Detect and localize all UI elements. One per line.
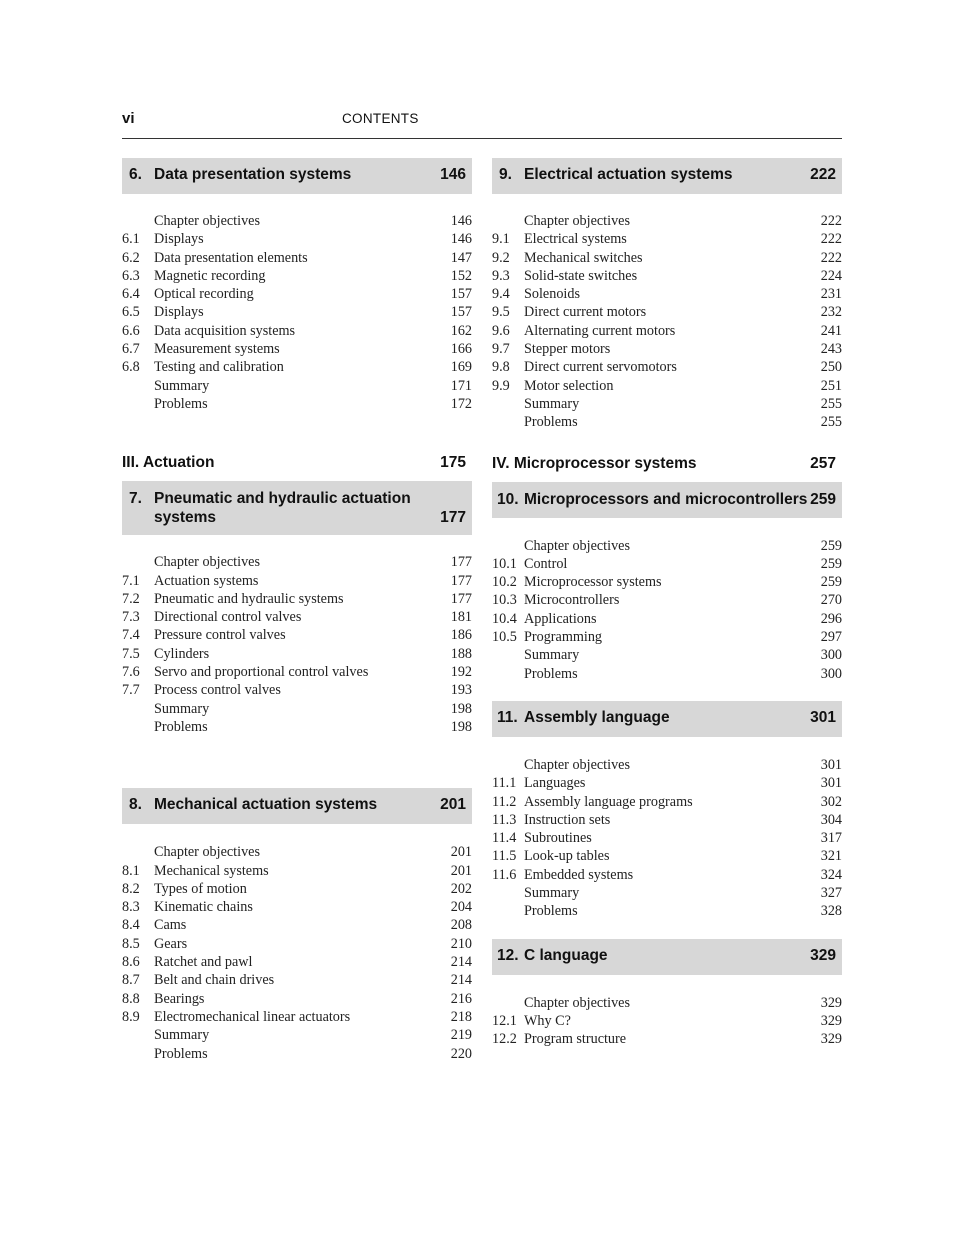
section-title: Displays [154,231,204,248]
section-number: 6.3 [122,267,140,284]
section-page: 317 [820,830,842,847]
section-page: 241 [820,322,842,339]
toc-entry[interactable] [492,322,842,340]
chapter-9-entries [492,212,842,432]
toc-entry[interactable] [492,884,842,902]
section-page: 259 [820,555,842,572]
toc-entry[interactable] [492,267,842,285]
toc-entry[interactable] [492,756,842,774]
section-number: 8.3 [122,899,140,916]
chapter-page: 146 [440,166,466,183]
section-title: Summary [524,395,580,412]
section-title: Chapter objectives [524,994,630,1011]
toc-entry[interactable] [492,610,842,628]
section-page: 177 [450,590,472,607]
section-title: Measurement systems [154,341,280,358]
section-title: Problems [154,1045,208,1062]
toc-entry[interactable] [122,608,472,626]
section-number: 10.3 [492,592,517,609]
toc-entry[interactable] [122,990,472,1008]
section-title: Pressure control valves [154,627,286,644]
toc-entry[interactable] [122,572,472,590]
toc-entry[interactable] [492,591,842,609]
chapter-6-entries [122,212,472,413]
chapter-heading-12[interactable] [492,939,842,975]
section-number: 9.7 [492,341,510,358]
section-title: Problems [524,414,578,431]
section-page: 300 [820,647,842,664]
toc-entry[interactable] [122,898,472,916]
section-number: 7.4 [122,627,140,644]
toc-entry[interactable] [122,1008,472,1026]
chapter-heading-6[interactable] [122,158,472,194]
section-number: 11.5 [492,848,517,865]
toc-entry[interactable] [492,1012,842,1030]
section-number: 8.1 [122,862,140,879]
section-page: 157 [450,286,472,303]
section-title: Assembly language programs [524,793,693,810]
section-page: 231 [820,286,842,303]
chapter-title-line-1: Pneumatic and hydraulic actuation [154,490,411,508]
section-title: Chapter objectives [524,537,630,554]
section-page: 208 [450,917,472,934]
section-page: 301 [820,775,842,792]
section-title: Microprocessor systems [524,574,662,591]
section-page: 210 [450,935,472,952]
section-title: Direct current motors [524,304,647,321]
section-number: 9.6 [492,322,510,339]
section-page: 255 [820,414,842,431]
toc-entry[interactable] [492,902,842,920]
chapter-title: Assembly language [524,708,670,726]
section-number: 9.3 [492,267,510,284]
toc-entry[interactable] [122,340,472,358]
section-page: 214 [450,954,472,971]
section-page: 301 [820,756,842,773]
section-page: 251 [820,377,842,394]
section-page: 327 [820,885,842,902]
section-page: 232 [820,304,842,321]
section-title: Belt and chain drives [154,972,275,989]
chapter-page: 222 [810,166,836,183]
section-page: 188 [450,645,472,662]
section-number: 6.6 [122,322,140,339]
toc-entry[interactable] [492,249,842,267]
toc-entry[interactable] [122,322,472,340]
section-title: Summary [154,700,210,717]
chapter-title: Electrical actuation systems [524,166,733,183]
section-title: Control [524,555,568,572]
section-page: 216 [450,990,472,1007]
section-page: 304 [820,811,842,828]
section-title: Problems [524,903,578,920]
section-page: 192 [450,664,472,681]
section-page: 218 [450,1008,472,1025]
toc-entry[interactable] [122,953,472,971]
chapter-heading-8[interactable] [122,788,472,824]
section-number: 9.1 [492,231,510,248]
chapter-11-entries [492,756,842,921]
chapter-number: 12. [497,946,519,964]
toc-entry[interactable] [492,994,842,1012]
section-page: 222 [820,231,842,248]
section-page: 193 [450,682,472,699]
toc-entry[interactable] [492,413,842,431]
toc-entry[interactable] [492,303,842,321]
toc-entry[interactable] [492,774,842,792]
section-page: 146 [450,231,472,248]
section-page: 259 [820,537,842,554]
toc-entry[interactable] [122,249,472,267]
section-title: Pneumatic and hydraulic systems [154,590,344,607]
section-title: Summary [524,647,580,664]
section-page: 219 [450,1027,472,1044]
toc-entry[interactable] [122,843,472,861]
section-page: 166 [450,341,472,358]
chapter-12-entries [492,994,842,1049]
chapter-number: 9. [499,166,512,183]
section-page: 152 [450,267,472,284]
section-page: 220 [450,1045,472,1062]
chapter-page: 201 [440,796,466,814]
toc-entry[interactable] [492,628,842,646]
section-title: Summary [154,377,210,394]
toc-entry[interactable] [122,700,472,718]
section-number: 6.8 [122,359,140,376]
section-page: 222 [820,249,842,266]
toc-entry[interactable] [492,1030,842,1048]
toc-entry[interactable] [492,665,842,683]
section-page: 255 [820,395,842,412]
section-title: Chapter objectives [524,756,630,773]
toc-entry[interactable] [492,847,842,865]
section-title: Displays [154,304,204,321]
section-page: 177 [450,572,472,589]
toc-entry[interactable] [122,285,472,303]
section-page: 198 [450,718,472,735]
section-number: 9.9 [492,377,510,394]
toc-entry[interactable] [492,573,842,591]
toc-entry[interactable] [492,212,842,230]
toc-entry[interactable] [492,285,842,303]
section-title: Gears [154,935,188,952]
section-number: 9.8 [492,359,510,376]
section-number: 12.1 [492,1012,517,1029]
section-number: 11.2 [492,793,517,810]
toc-entry[interactable] [122,358,472,376]
section-number: 9.4 [492,286,510,303]
toc-entry[interactable] [492,866,842,884]
section-number: 10.4 [492,610,517,627]
section-title: Mechanical switches [524,249,643,266]
section-number: 11.3 [492,811,517,828]
section-page: 172 [450,395,472,412]
toc-entry[interactable] [122,862,472,880]
section-page: 329 [820,1031,842,1048]
section-title: Optical recording [154,286,254,303]
section-number: 11.4 [492,830,517,847]
part-heading-4[interactable] [492,455,842,477]
section-title: Problems [524,665,578,682]
toc-entry[interactable] [122,645,472,663]
toc-entry[interactable] [122,681,472,699]
section-page: 329 [820,1012,842,1029]
section-number: 7.3 [122,609,140,626]
toc-entry[interactable] [492,829,842,847]
toc-entry[interactable] [492,395,842,413]
section-number: 7.1 [122,572,140,589]
section-page: 202 [450,880,472,897]
section-title: Microcontrollers [524,592,620,609]
section-title: Embedded systems [524,866,634,883]
chapter-heading-9[interactable] [492,158,842,194]
part-page: 257 [810,454,836,472]
toc-entry[interactable] [492,230,842,248]
section-page: 270 [820,592,842,609]
section-page: 214 [450,972,472,989]
contents-left-column [122,158,472,1063]
section-number: 11.1 [492,775,517,792]
chapter-title: Microprocessors and microcontrollers [524,490,808,508]
part-heading-3[interactable] [122,454,472,476]
page-number: vi [122,110,135,127]
section-title: Problems [154,395,208,412]
section-title: Instruction sets [524,811,611,828]
section-page: 297 [820,629,842,646]
toc-entry[interactable] [122,590,472,608]
chapter-title: C language [524,946,608,964]
section-page: 181 [450,609,472,626]
section-title: Types of motion [154,880,247,897]
section-number: 10.1 [492,555,517,572]
section-title: Cams [154,917,187,934]
section-page: 169 [450,359,472,376]
chapter-page: 301 [810,708,836,726]
chapter-page: 259 [810,490,836,508]
section-title: Electromechanical linear actuators [154,1008,351,1025]
section-number: 8.9 [122,1008,140,1025]
toc-entry[interactable] [492,358,842,376]
section-title: Why C? [524,1012,571,1029]
toc-entry[interactable] [122,212,472,230]
section-number: 8.6 [122,954,140,971]
running-head: CONTENTS [342,111,419,126]
chapter-number: 10. [497,490,519,508]
section-title: Alternating current motors [524,322,676,339]
toc-entry[interactable] [122,935,472,953]
section-title: Problems [154,718,208,735]
toc-entry[interactable] [122,718,472,736]
part-page: 175 [440,454,466,472]
section-number: 10.2 [492,574,517,591]
section-page: 250 [820,359,842,376]
section-page: 222 [820,213,842,229]
section-title: Languages [524,775,586,792]
section-number: 10.5 [492,629,517,646]
section-page: 328 [820,903,842,920]
section-title: Solenoids [524,286,580,303]
chapter-heading-11[interactable] [492,701,842,737]
toc-entry[interactable] [122,1026,472,1044]
section-number: 6.4 [122,286,140,303]
section-title: Chapter objectives [154,554,260,571]
contents-right-column [492,158,842,1049]
toc-entry[interactable] [122,880,472,898]
section-page: 201 [450,862,472,879]
chapter-page: 329 [810,946,836,964]
toc-entry[interactable] [122,916,472,934]
section-title: Ratchet and pawl [154,954,253,971]
section-title: Mechanical systems [154,862,269,879]
section-title: Electrical systems [524,231,627,248]
toc-entry[interactable] [492,537,842,555]
section-title: Solid-state switches [524,267,638,284]
section-number: 8.5 [122,935,140,952]
section-page: 157 [450,304,472,321]
section-number: 6.2 [122,249,140,266]
toc-entry[interactable] [122,303,472,321]
toc-entry[interactable] [122,267,472,285]
section-page: 296 [820,610,842,627]
toc-entry[interactable] [122,626,472,644]
section-page: 300 [820,665,842,682]
section-title: Chapter objectives [154,213,260,229]
section-title: Programming [524,629,603,646]
chapter-8-entries [122,843,472,1063]
section-number: 7.6 [122,664,140,681]
section-page: 162 [450,322,472,339]
section-number: 11.6 [492,866,517,883]
section-number: 9.2 [492,249,510,266]
toc-entry[interactable] [492,811,842,829]
toc-entry[interactable] [492,340,842,358]
chapter-title: Data presentation systems [154,166,352,183]
section-page: 243 [820,341,842,358]
section-page: 259 [820,574,842,591]
part-title: IV. Microprocessor systems [492,454,697,472]
toc-entry[interactable] [492,646,842,664]
section-number: 6.7 [122,341,140,358]
toc-entry[interactable] [122,377,472,395]
toc-entry[interactable] [122,553,472,571]
section-number: 7.2 [122,590,140,607]
section-title: Direct current servomotors [524,359,677,376]
section-page: 146 [450,213,472,229]
chapter-7-entries [122,553,472,736]
section-title: Chapter objectives [154,844,260,861]
toc-entry[interactable] [122,663,472,681]
section-title: Bearings [154,990,205,1007]
chapter-page: 177 [440,509,466,527]
section-page: 321 [820,848,842,865]
chapter-10-entries [492,537,842,683]
section-title: Magnetic recording [154,267,266,284]
chapter-title-line-2: systems [154,509,217,527]
section-page: 177 [450,554,472,571]
section-page: 201 [450,844,472,861]
section-title: Applications [524,610,597,627]
section-title: Subroutines [524,830,592,847]
chapter-heading-10[interactable] [492,482,842,518]
section-title: Data acquisition systems [154,322,296,339]
section-number: 8.2 [122,880,140,897]
section-page: 324 [820,866,842,883]
section-title: Stepper motors [524,341,611,358]
section-title: Cylinders [154,645,210,662]
section-number: 6.1 [122,231,140,248]
section-title: Data presentation elements [154,249,308,266]
section-page: 147 [450,249,472,266]
section-page: 171 [450,377,472,394]
section-title: Summary [154,1027,210,1044]
chapter-heading-7[interactable] [122,481,472,535]
section-page: 186 [450,627,472,644]
toc-entry[interactable] [122,230,472,248]
section-title: Testing and calibration [154,359,284,376]
section-title: Directional control valves [154,609,302,626]
section-title: Servo and proportional control valves [154,664,369,681]
section-number: 7.5 [122,645,140,662]
section-title: Actuation systems [154,572,259,589]
toc-entry[interactable] [122,1045,472,1063]
section-number: 7.7 [122,682,140,699]
toc-entry[interactable] [492,377,842,395]
section-page: 204 [450,899,472,916]
toc-entry[interactable] [492,555,842,573]
toc-entry[interactable] [492,793,842,811]
section-number: 8.8 [122,990,140,1007]
section-title: Program structure [524,1031,627,1048]
page-header [122,110,842,139]
section-page: 198 [450,700,472,717]
section-title: Kinematic chains [154,899,253,916]
section-number: 12.2 [492,1031,517,1048]
chapter-number: 7. [129,490,142,508]
section-number: 9.5 [492,304,510,321]
chapter-number: 6. [129,166,142,183]
toc-entry[interactable] [122,971,472,989]
section-title: Chapter objectives [524,213,630,229]
section-title: Motor selection [524,377,614,394]
section-number: 8.7 [122,972,140,989]
section-number: 6.5 [122,304,140,321]
section-title: Look-up tables [524,848,610,865]
toc-entry[interactable] [122,395,472,413]
section-page: 302 [820,793,842,810]
part-title: III. Actuation [122,454,215,472]
chapter-title: Mechanical actuation systems [154,796,378,814]
section-title: Process control valves [154,682,281,699]
chapter-number: 8. [129,796,142,814]
section-number: 8.4 [122,917,140,934]
chapter-number: 11. [497,708,518,726]
section-title: Summary [524,885,580,902]
section-page: 224 [820,267,842,284]
section-page: 329 [820,994,842,1011]
